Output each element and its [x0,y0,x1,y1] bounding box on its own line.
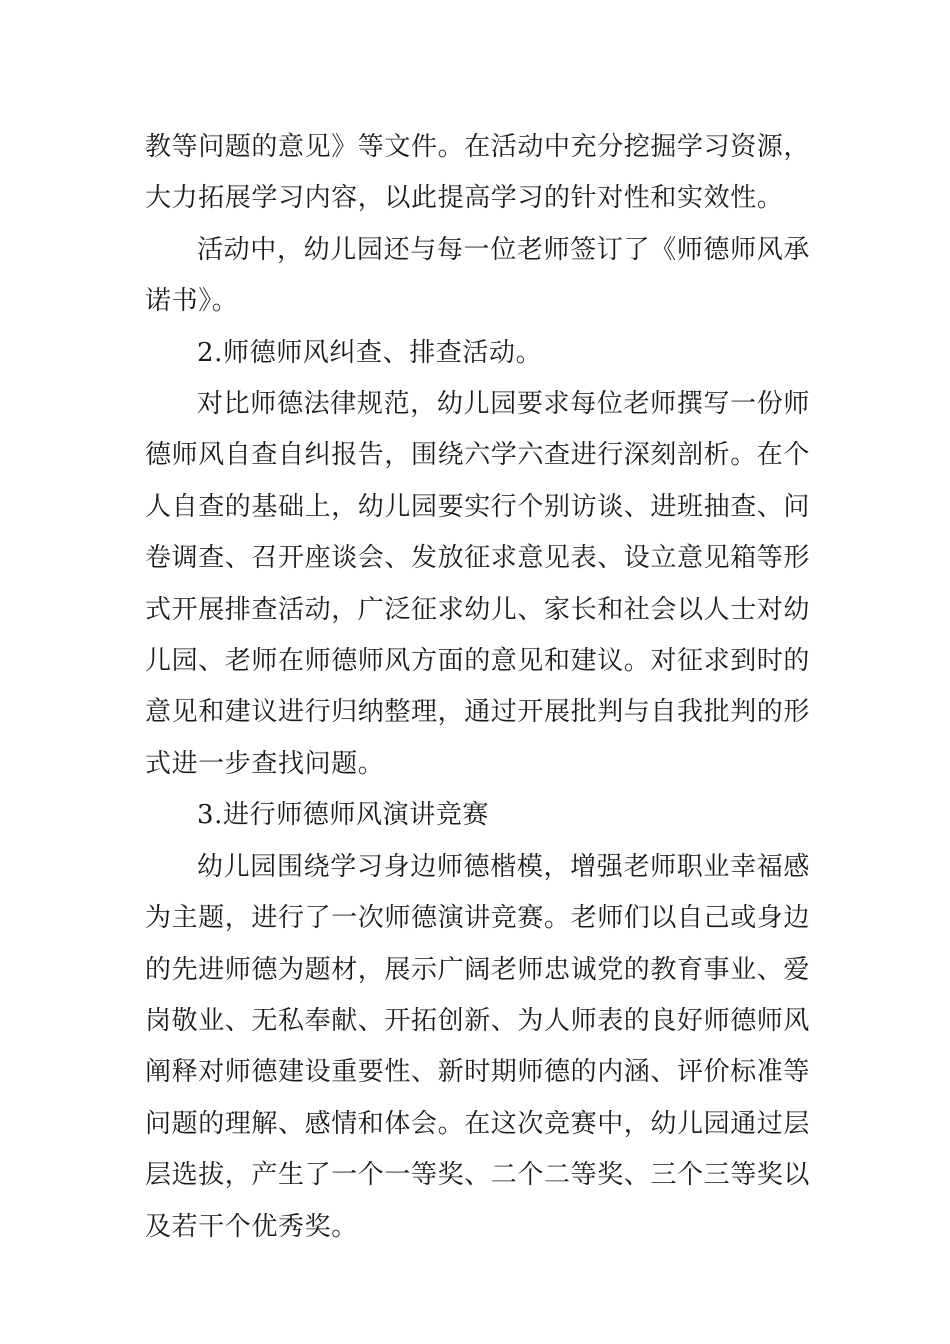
document-body [145,122,810,1253]
section-heading-3: 3.进行师德师风演讲竞赛 [197,800,490,831]
paragraph-speech-contest: 幼儿园围绕学习身边师德楷模，增强老师职业幸福感为主题，进行了一次师德演讲竞赛。老师们以自己或身边的先进师德为题材，展示广阔老师忠诚党的教育事业、爱岗敬业、无私奉献、开拓创新、为人师表的良好师德师风阐释对师德建设重要性、新时期师德的内涵、评价标准等问题的理解、感情和体会。在这次竞赛中，幼儿园通过层层选拔，产生了一个一等奖、二个二等奖、三个三等奖以及若干个优秀奖。 [145,851,811,1242]
paragraph-continuation: 教等问题的意见》等文件。在活动中充分挖掘学习资源，大力拓展学习内容，以此提高学习的针对性和实效性。 [145,132,811,214]
section-heading-2: 2.师德师风纠查、排查活动。 [197,337,543,368]
paragraph-inspection: 对比师德法律规范，幼儿园要求每位老师撰写一份师德师风自查自纠报告，围绕六学六查进行深刻剖析。在个人自查的基础上，幼儿园要实行个别访谈、进班抽查、问卷调查、召开座谈会、发放征求意见表、设立意见箱等形式开展排查活动，广泛征求幼儿、家长和社会以人士对幼儿园、老师在师德师风方面的意见和建议。对征求到时的意见和建议进行归纳整理，通过开展批判与自我批判的形式进一步查找问题。 [145,389,811,779]
paragraph-commitment: 活动中，幼儿园还与每一位老师签订了《师德师风承诺书》。 [145,234,810,317]
